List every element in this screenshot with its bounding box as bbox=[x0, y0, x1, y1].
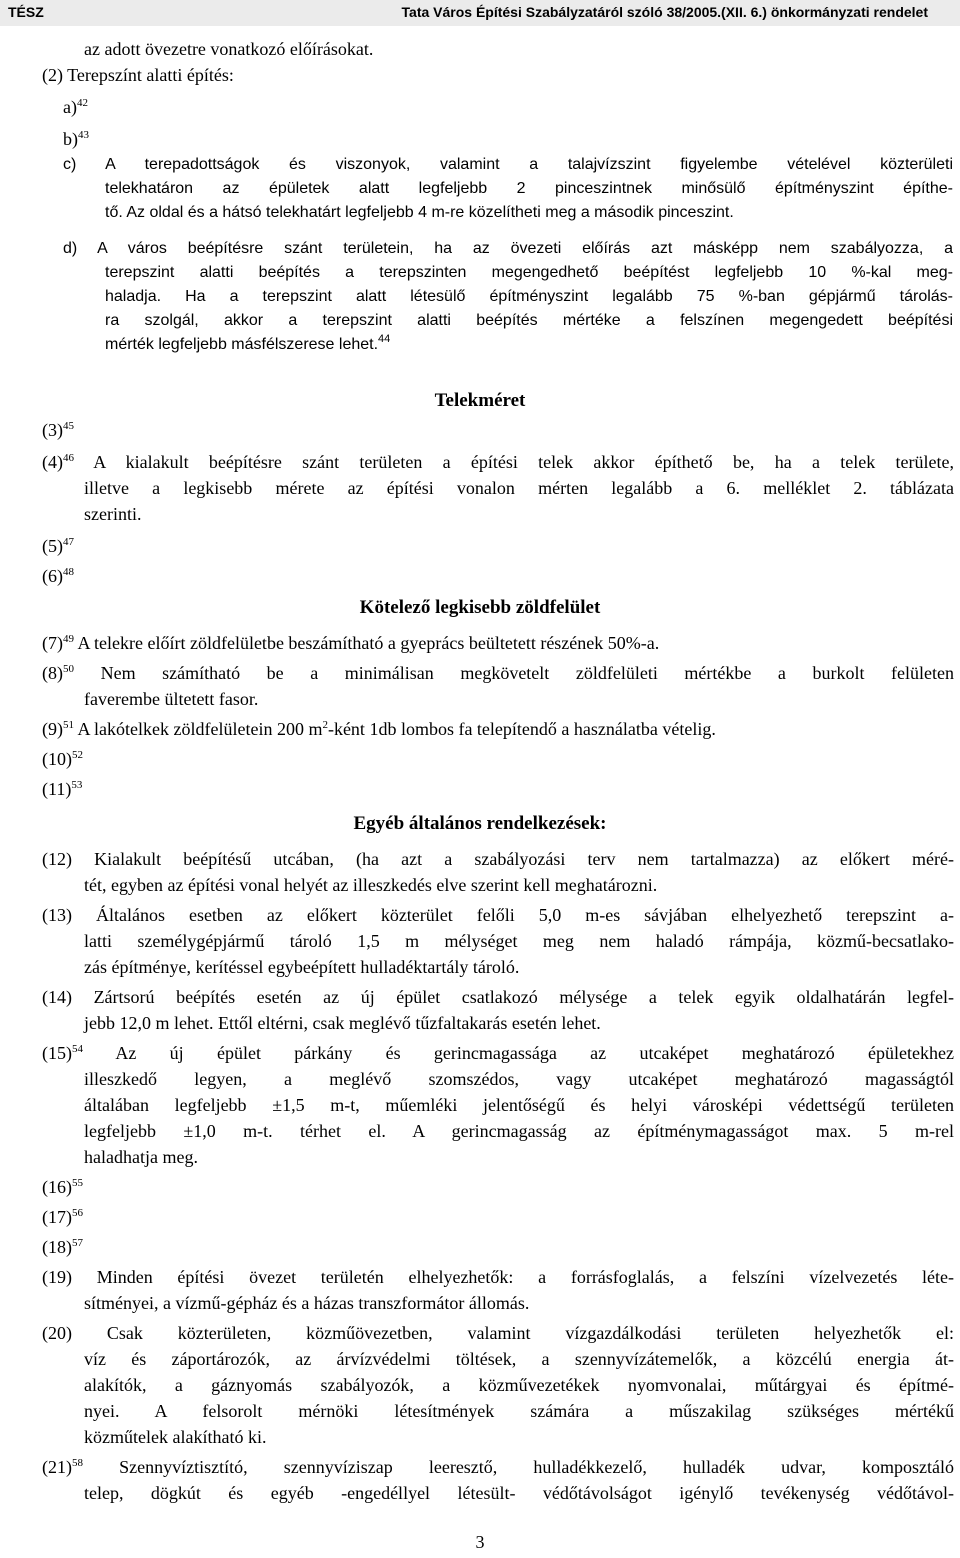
para-21: $(21)^{58}$ Szennyvíztisztító, szennyvíziszap leeresztő, hulladékkezelő, hulladék udvar, komposztáló bbox=[42, 1457, 955, 1477]
page-number: 3 bbox=[475, 1532, 485, 1552]
header-left: TÉSZ bbox=[8, 4, 44, 20]
para-15: $(15)^{54}$ Az új épület párkány és gerincmagassága az utcaképet meghatározó épületekhez bbox=[42, 1043, 954, 1063]
header-title: Tata Város Építési Szabályzatáról szóló 38/2005.(XII. 6.) önkormányzati rendelet bbox=[401, 4, 928, 20]
superscript-2: 2 bbox=[322, 719, 328, 731]
footnote-ref: 44 bbox=[378, 333, 391, 345]
para-7: $(7)^{49}$ A telekre előírt zöldfelületbe beszámítható a gyeprács beültetett részének 50%-a. bbox=[42, 633, 660, 653]
para-10: $(10)^{52}$ bbox=[42, 749, 83, 769]
para-18: $(18)^{57}$ bbox=[42, 1237, 83, 1257]
footnote-ref: 53 bbox=[71, 779, 83, 791]
footnote-ref: 54 bbox=[72, 1043, 83, 1055]
para-20-line: alakítók, a gáznyomás szabályozók, a közművezetékek nyomvonalai, műtárgyai és építmé- bbox=[84, 1375, 954, 1395]
intro-block bbox=[42, 36, 958, 152]
para-13-line: latti személygépjármű tároló 1,5 m mélységet meg nem haladó rámpája, közmű-becsatlako- bbox=[84, 931, 954, 951]
para-16: $(16)^{55}$ bbox=[42, 1177, 83, 1197]
running-header bbox=[0, 0, 960, 26]
item-c-line: telekhatáron az épületek alatt legfeljebb 2 pinceszintnek minősülő építményszint építhe- bbox=[105, 180, 953, 197]
item-c-line: tő. Az oldal és a hátsó telekhatárt legfeljebb 4 m-re közelítheti meg a második pinceszint. bbox=[105, 204, 734, 221]
para-20-line: közműtelek alakítható ki. bbox=[84, 1427, 267, 1447]
footnote-ref: 48 bbox=[63, 566, 74, 578]
para-11: $(11)^{53}$ bbox=[42, 779, 83, 799]
footnote-ref: 50 bbox=[63, 663, 74, 675]
footnote-ref: 49 bbox=[63, 633, 74, 645]
para-15-line: legfeljebb ±1,0 m-t. térhet el. A gerincmagasság az építménymagasságot max. 5 m-rel bbox=[84, 1121, 954, 1141]
section-zoldfelulet bbox=[42, 630, 954, 802]
footnote-ref: 58 bbox=[72, 1457, 83, 1469]
item-c-line: c) A terepadottságok és viszonyok, valamint a talajvízszint figyelembe vételével közterületi bbox=[63, 156, 953, 173]
para-8-line: faverembe ültetett fasor. bbox=[84, 689, 259, 709]
para-6: $(6)^{48}$ bbox=[42, 566, 74, 586]
footnote-ref: 55 bbox=[72, 1177, 83, 1189]
para-14: (14) Zártsorú beépítés esetén az új épület csatlakozó mélysége a telek egyik oldalhatárán legfel- bbox=[42, 987, 954, 1007]
para-13-line: zás építménye, kerítéssel egybeépített hulladéktartály tároló. bbox=[84, 957, 520, 977]
para-17: $(17)^{56}$ bbox=[42, 1207, 83, 1227]
para-15-line: haladhatja meg. bbox=[84, 1147, 198, 1167]
item-d-line: terepszint alatti beépítés a terepszinten megengedhető beépítést legfeljebb 10 %-kal meg- bbox=[105, 264, 953, 281]
item-d-line: haladja. Ha a terepszint alatt létesülő építményszint legalább 75 %-ban gépjármű tárolás- bbox=[105, 288, 953, 305]
item-a: a)$^{42}$ bbox=[63, 97, 88, 117]
footnote-ref: 45 bbox=[63, 420, 74, 432]
para-4: $(4)^{46}$ A kialakult beépítésre szánt területen a építési telek akkor építhető be, ha a telek területe, bbox=[42, 452, 954, 472]
para-5: $(5)^{47}$ bbox=[42, 536, 74, 556]
item-d bbox=[63, 237, 953, 357]
section-title-zoldfelulet: Kötelező legkisebb zöldfelület bbox=[359, 597, 601, 618]
item-d-line: mérték legfeljebb másfélszerese lehet.$^{44}$ bbox=[105, 333, 391, 353]
intro-line: az adott övezetre vonatkozó előírásokat. bbox=[84, 39, 374, 59]
footnote-ref: 43 bbox=[78, 129, 89, 141]
section-egyeb bbox=[42, 846, 954, 1506]
para-13: (13) Általános esetben az előkert közterület felőli 5,0 m-es sávjában elhelyezhető terepszint a- bbox=[42, 905, 954, 925]
section-title-telekmeret: Telekméret bbox=[434, 390, 526, 411]
para-20: (20) Csak közterületen, közműövezetben, valamint vízgazdálkodási területen helyezhetők el: bbox=[42, 1323, 954, 1343]
footnote-ref: 42 bbox=[76, 97, 88, 109]
para-4-line: illetve a legkisebb mérete az építési vonalon mérten legalább a 6. melléklet 2. táblázata bbox=[84, 478, 954, 498]
para-9: $(9)^{51}$ A lakótelkek zöldfelületein 200 $m^2$-ként 1db lombos fa telepítendő a használatba vételig. bbox=[42, 719, 716, 739]
para-4-line: szerinti. bbox=[84, 504, 142, 524]
footnote-ref: 56 bbox=[72, 1207, 83, 1219]
footnote-ref: 47 bbox=[63, 536, 74, 548]
section-telekmeret bbox=[42, 417, 954, 589]
para-2-heading: (2) Terepszínt alatti építés: bbox=[42, 65, 234, 85]
para-21-line: telep, dögkút és egyéb -engedéllyel létesült- védőtávolságot igénylő tevékenység védőtávol- bbox=[84, 1483, 954, 1503]
para-12-line: tét, egyben az építési vonal helyét az illeszkedés elve szerint kell meghatározni. bbox=[84, 875, 658, 895]
item-d-line: ra szolgál, akkor a terepszint alatti beépítés mértéke a felszínen megengedett beépítési bbox=[105, 312, 953, 329]
para-8: $(8)^{50}$ Nem számítható be a minimálisan megkövetelt zöldfelületi mértékbe a burkolt felületen bbox=[42, 663, 955, 683]
para-14-line: jebb 12,0 m lehet. Ettől eltérni, csak meglévő tűzfaltakarás esetén lehet. bbox=[84, 1013, 601, 1033]
para-15-line: általában legfeljebb ±1,5 m-t, műemléki jelentőségű és helyi városképi védettségű területen bbox=[84, 1095, 954, 1115]
footnote-ref: 57 bbox=[72, 1237, 83, 1249]
para-15-line: illeszkedő legyen, a meglévő szomszédos, vagy utcaképet meghatározó magasságtól bbox=[84, 1069, 954, 1089]
item-d-line: d) A város beépítésre szánt területein, ha az övezeti előírás azt másképp nem szabályozza, a bbox=[63, 240, 953, 257]
section-title-egyeb: Egyéb általános rendelkezések: bbox=[353, 813, 607, 834]
item-c bbox=[63, 153, 953, 225]
para-3: $(3)^{45}$ bbox=[42, 420, 74, 440]
footnote-ref: 52 bbox=[72, 749, 83, 761]
footnote-ref: 51 bbox=[63, 719, 74, 731]
footnote-ref: 46 bbox=[63, 452, 74, 464]
item-b: b)$^{43}$ bbox=[63, 129, 89, 149]
para-20-line: nyei. A felsorolt mérnöki létesítmények számára a műszakilag szükséges mértékű bbox=[84, 1401, 954, 1421]
para-12: (12) Kialakult beépítésű utcában, (ha azt a szabályozási terv nem tartalmazza) az előkert méré- bbox=[42, 849, 954, 869]
para-19: (19) Minden építési övezet területén elhelyezhetők: a forrásfoglalás, a felszíni vízelvezetés léte- bbox=[42, 1267, 955, 1287]
para-20-line: víz és záportározók, az árvízvédelmi töltések, a szennyvízátemelők, a közcélú energia át- bbox=[84, 1349, 954, 1369]
para-19-line: sítményei, a vízmű-gépház és a házas transzformátor állomás. bbox=[84, 1293, 530, 1313]
